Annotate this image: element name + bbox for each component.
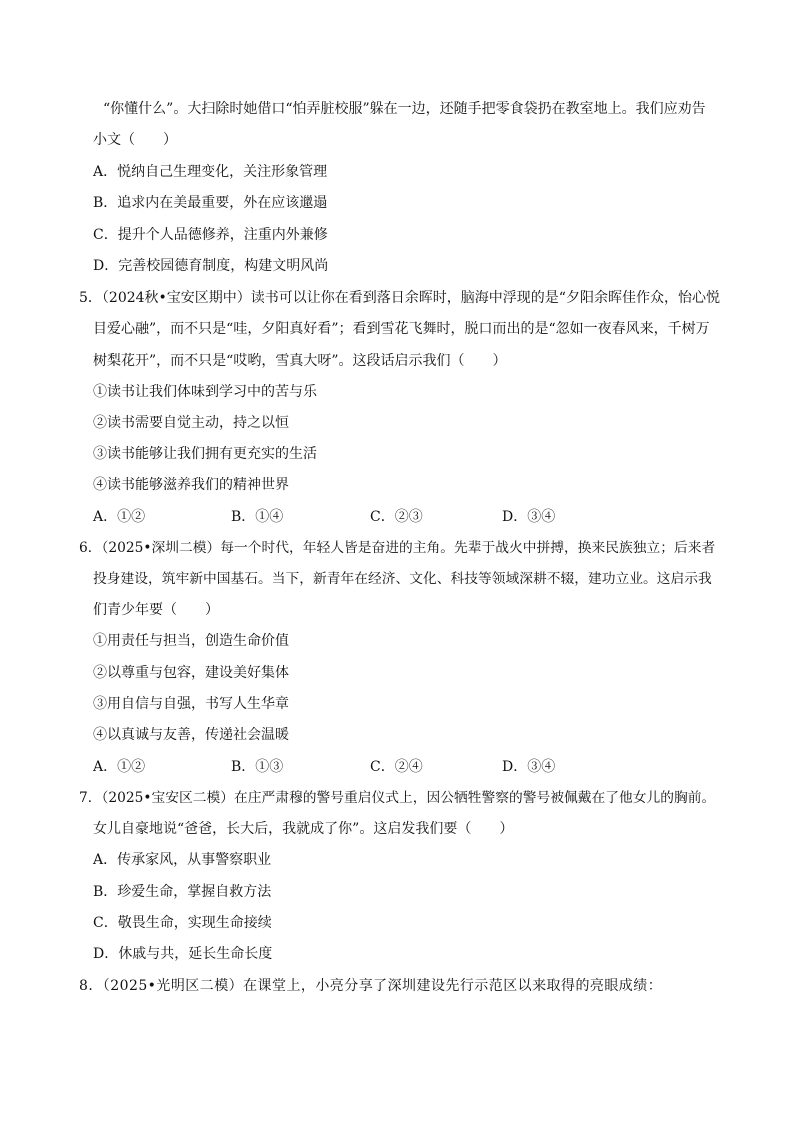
q7-stem-line-1: 7．（2025•宝安区二模）在庄严肃穆的警号重启仪式上，因公牺牲警察的警号被佩戴在了他女儿的胸前。 — [79, 790, 716, 806]
q5-choice-a: A．①② — [93, 509, 146, 525]
q5-stem-line-1: 5．（2024秋•宝安区期中）读书可以让你在看到落日余晖时，脑海中浮现的是“夕阳余晖佳作众，怡心悦 — [79, 290, 720, 306]
q5-choice-d: D．③④ — [502, 509, 556, 525]
q5-stem-line-3: 树梨花开”，而不只是“哎哟，雪真大呀”。这段话启示我们（ ） — [93, 353, 507, 369]
q8-stem-line-1: 8．（2025•光明区二模）在课堂上，小亮分享了深圳建设先行示范区以来取得的亮眼成绩： — [79, 978, 663, 994]
q7-stem-line-2: 女儿自豪地说“爸爸，长大后，我就成了你”。这启发我们要（ ） — [93, 821, 514, 837]
q5-stem-line-2: 目爱心融”，而不只是“哇，夕阳真好看”；看到雪花飞舞时，脱口而出的是“忽如一夜春风来，千树万 — [93, 321, 710, 337]
q4-stem-line-2: 小文（ ） — [93, 132, 177, 148]
q5-item-3: ③读书能够让我们拥有更充实的生活 — [93, 446, 317, 462]
q6-stem-line-2: 投身建设，筑牢新中国基石。当下，新青年在经济、文化、科技等领域深耕不辍，建功立业。这启示我 — [93, 571, 712, 587]
q7-option-a: A．传承家风，从事警察职业 — [93, 852, 272, 868]
q5-item-2: ②读书需要自觉主动，持之以恒 — [93, 415, 289, 431]
q6-stem-line-1: 6．（2025•深圳二模）每一个时代，年轻人皆是奋进的主角。先辈于战火中拼搏，换来民族独立；后来者 — [79, 540, 716, 556]
q6-choice-b: B．①③ — [231, 759, 284, 775]
q6-item-1: ①用责任与担当，创造生命价值 — [93, 633, 289, 649]
q6-choice-c: C．②④ — [370, 759, 423, 775]
q7-option-b: B．珍爱生命，掌握自救方法 — [93, 884, 272, 900]
q4-stem-line-1: “你懂什么”。大扫除时她借口“怕弄脏校服”躲在一边，还随手把零食袋扔在教室地上。我们应劝告 — [103, 101, 706, 117]
q4-option-c: C．提升个人品德修养，注重内外兼修 — [93, 227, 328, 243]
q6-stem-line-3: 们青少年要（ ） — [93, 602, 219, 618]
q6-item-4: ④以真诚与友善，传递社会温暖 — [93, 727, 289, 743]
q6-item-3: ③用自信与自强，书写人生华章 — [93, 696, 289, 712]
q5-item-1: ①读书让我们体味到学习中的苦与乐 — [93, 384, 317, 400]
q5-item-4: ④读书能够滋养我们的精神世界 — [93, 477, 289, 493]
q4-option-d: D．完善校园德育制度，构建文明风尚 — [93, 258, 329, 274]
q4-option-a: A．悦纳自己生理变化，关注形象管理 — [93, 164, 328, 180]
q6-choice-a: A．①② — [93, 759, 146, 775]
q7-option-c: C．敬畏生命，实现生命接续 — [93, 915, 272, 931]
q7-option-d: D．休戚与共，延长生命长度 — [93, 946, 273, 962]
q6-choice-d: D．③④ — [502, 759, 556, 775]
q5-choice-b: B．①④ — [231, 509, 284, 525]
q6-item-2: ②以尊重与包容，建设美好集体 — [93, 665, 289, 681]
q5-choice-c: C．②③ — [370, 509, 423, 525]
q4-option-b: B．追求内在美最重要，外在应该邋遢 — [93, 195, 328, 211]
